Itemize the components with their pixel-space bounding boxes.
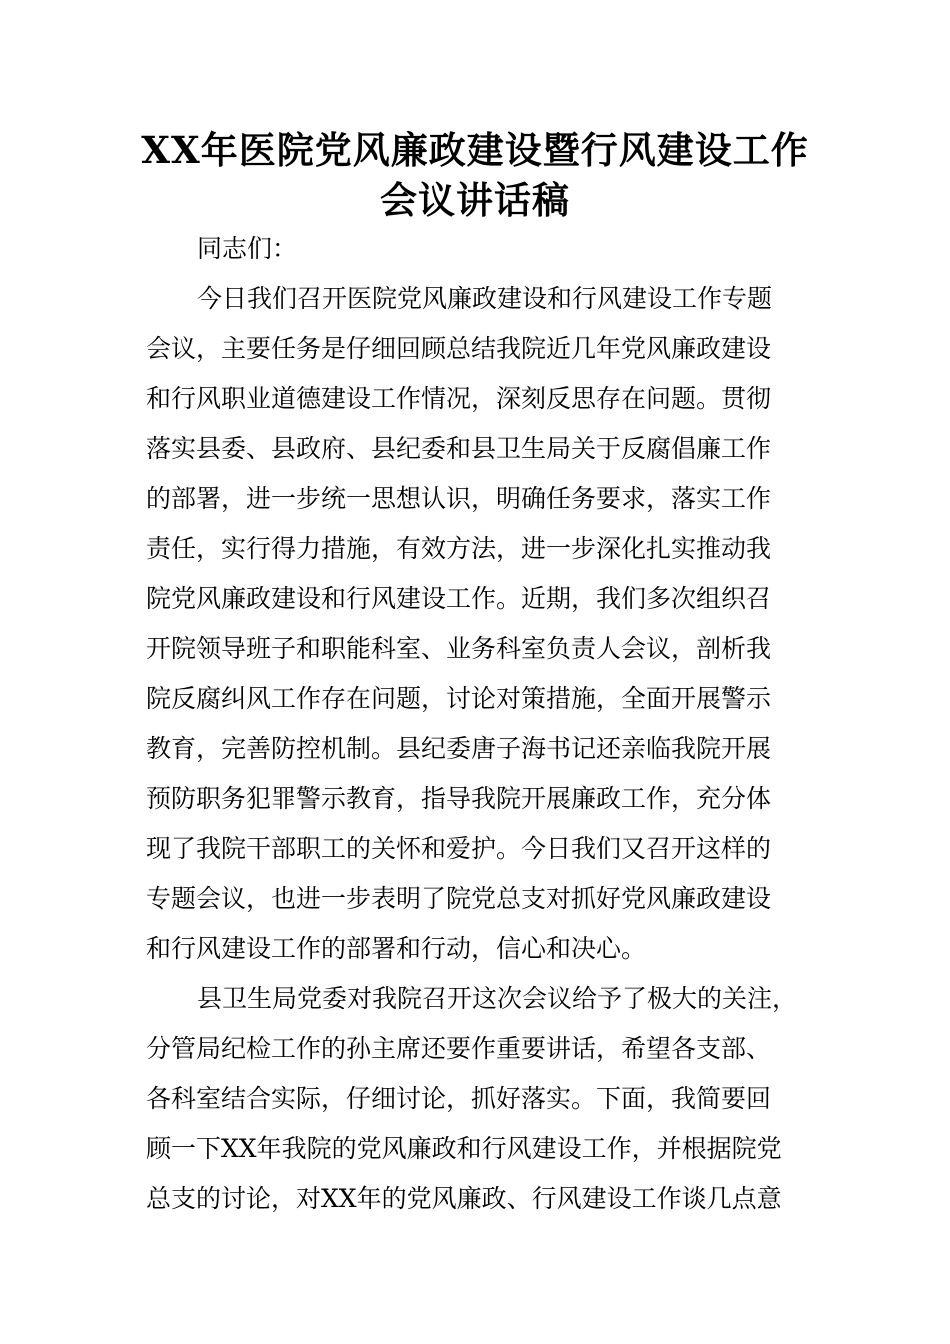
- paragraph-line: 今日我们召开医院党风廉政建设和行风建设工作专题: [197, 284, 773, 313]
- paragraph-line: 院党风廉政建设和行风建设工作。近期，我们多次组织召: [146, 584, 772, 613]
- salutation: 同志们：: [197, 234, 298, 263]
- paragraph-line: 的部署，进一步统一思想认识，明确任务要求，落实工作: [146, 484, 772, 513]
- paragraph-line: 县卫生局党委对我院召开这次会议给予了极大的关注，: [197, 984, 798, 1013]
- paragraph-line: 专题会议，也进一步表明了院党总支对抓好党风廉政建设: [146, 884, 772, 913]
- paragraph-line: 和行风建设工作的部署和行动，信心和决心。: [146, 934, 647, 963]
- paragraph-line: 院反腐纠风工作存在问题，讨论对策措施，全面开展警示: [146, 684, 772, 713]
- paragraph-line: 责任，实行得力措施，有效方法，进一步深化扎实推动我: [146, 534, 772, 563]
- document-title-line-2: 会议讲话稿: [380, 178, 570, 222]
- paragraph-line: 各科室结合实际，仔细讨论，抓好落实。下面，我简要回: [146, 1084, 772, 1113]
- paragraph-line: 教育，完善防控机制。县纪委唐子海书记还亲临我院开展: [146, 734, 772, 763]
- paragraph-line: 分管局纪检工作的孙主席还要作重要讲话，希望各支部、: [146, 1034, 772, 1063]
- document-title-line-1: XX年医院党风廉政建设暨行风建设工作: [141, 128, 809, 172]
- paragraph-line: 预防职务犯罪警示教育，指导我院开展廉政工作，充分体: [146, 784, 772, 813]
- paragraph-line: 顾一下XX年我院的党风廉政和行风建设工作，并根据院党: [146, 1134, 782, 1163]
- paragraph-line: 现了我院干部职工的关怀和爱护。今日我们又召开这样的: [146, 834, 772, 863]
- paragraph-line: 落实县委、县政府、县纪委和县卫生局关于反腐倡廉工作: [146, 434, 772, 463]
- paragraph-line: 总支的讨论，对XX年的党风廉政、行风建设工作谈几点意: [146, 1184, 782, 1213]
- paragraph-line: 和行风职业道德建设工作情况，深刻反思存在问题。贯彻: [146, 384, 772, 413]
- paragraph-line: 开院领导班子和职能科室、业务科室负责人会议，剖析我: [146, 634, 772, 663]
- paragraph-line: 会议，主要任务是仔细回顾总结我院近几年党风廉政建设: [146, 334, 772, 363]
